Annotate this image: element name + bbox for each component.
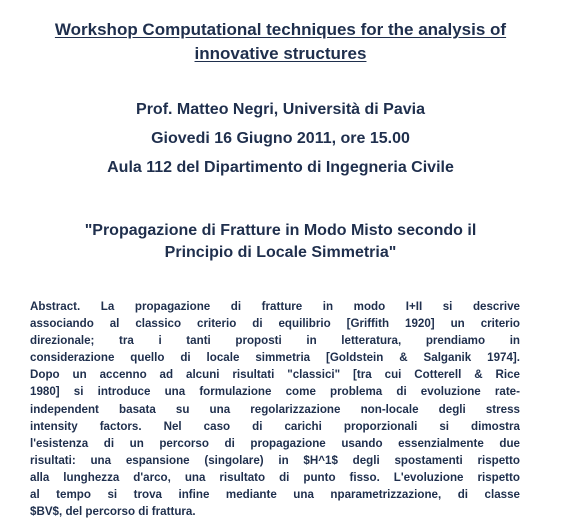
workshop-title-line-2: innovative structures <box>194 44 367 63</box>
abstract-line: Abstract. La propagazione di fratture in modo I+II si descrive <box>30 300 520 313</box>
talk-datetime: Giovedi 16 Giugno 2011, ore 15.00 <box>151 130 410 147</box>
speaker-name: Prof. Matteo Negri, Università di Pavia <box>136 101 425 118</box>
workshop-title <box>0 18 561 66</box>
abstract-line: l'esistenza di un percorso di propagazione usando essenzialmente due <box>30 436 520 450</box>
abstract-line: alla lunghezza d'arco, una risultato di punto fisso. L'evoluzione rispetto <box>30 470 520 484</box>
abstract-text <box>30 298 520 520</box>
talk-location: Aula 112 del Dipartimento di Ingegneria Civile <box>107 159 454 176</box>
speaker-info <box>0 95 561 182</box>
workshop-title-line-1: Workshop Computational techniques for the analysis of <box>54 20 507 39</box>
abstract-line: associando al classico criterio di equilibrio [Griffith 1920] un criterio <box>30 317 520 331</box>
abstract-line: al tempo si trova infine mediante una nparametrizzazione, di classe <box>30 488 520 502</box>
abstract-line: considerazione quello di locale simmetria [Goldstein & Salganik 1974]. <box>30 351 520 365</box>
talk-title <box>0 220 561 264</box>
talk-title-line-1: "Propagazione di Fratture in Modo Misto secondo il <box>84 222 477 239</box>
abstract-line: $BV$, del percorso di frattura. <box>30 505 196 519</box>
abstract-line: risultati: una espansione (singolare) in $H^1$ degli spostamenti rispetto <box>30 453 520 467</box>
abstract-line: direzionale; tra i tanti proposti in letteratura, prendiamo in <box>30 334 520 348</box>
abstract-line: Dopo un accenno ad alcuni risultati "classici" [tra cui Cotterell & Rice <box>30 368 520 382</box>
abstract-line: intensity factors. Nel caso di carichi proporzionali si dimostra <box>30 419 520 433</box>
talk-title-line-2: Principio di Locale Simmetria" <box>164 244 397 261</box>
abstract-line: independent basata su una regolarizzazione non-locale degli stress <box>30 402 520 416</box>
abstract-line: 1980] si introduce una formulazione come problema di evoluzione rate- <box>30 385 520 399</box>
